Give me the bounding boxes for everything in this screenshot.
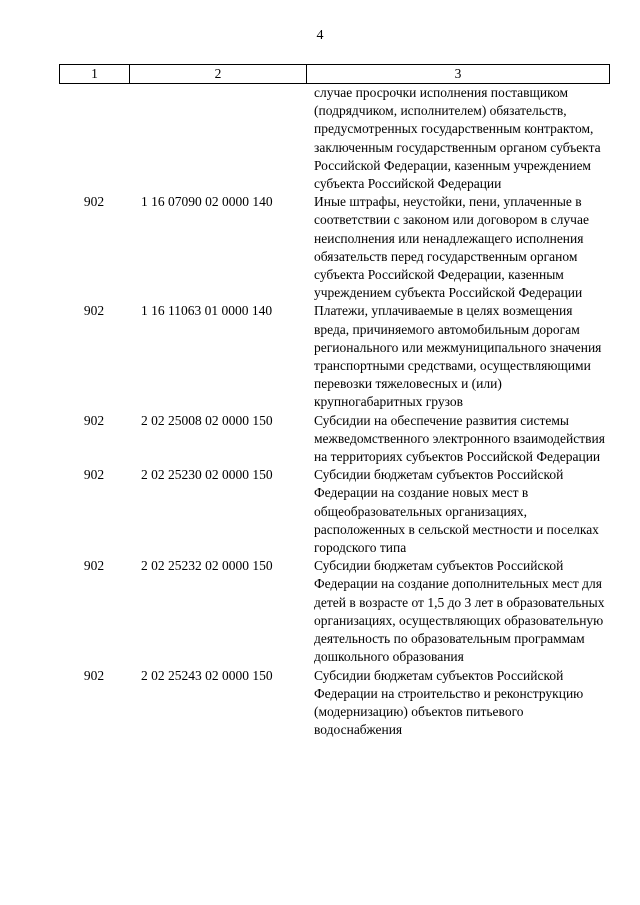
description-cell: Субсидии бюджетам субъектов Российской Федерации на создание новых мест в общеобразовательных организациях, расположенных в сельской местности и поселках городского типа <box>314 467 599 556</box>
description-cell: случае просрочки исполнения поставщиком (подрядчиком, исполнителем) обязательств, предусмотренных государственным контрактом, заключенным государственным органом субъекта Российской Федерации, казенным учреждением субъекта Российской Федерации <box>314 85 601 192</box>
admin-code-cell: 902 <box>83 467 105 483</box>
description-cell: Субсидии на обеспечение развития системы межведомственного электронного взаимодействия на территориях субъектов Российской Федерации <box>314 412 605 465</box>
table-row <box>59 84 610 193</box>
table-header-row <box>59 64 610 84</box>
admin-code-cell: 902 <box>83 558 105 574</box>
column-header-3: 3 <box>454 66 462 81</box>
kbk-cell: 2 02 25230 02 0000 150 <box>141 467 273 483</box>
description-cell: Субсидии бюджетам субъектов Российской Федерации на создание дополнительных мест для детей в возрасте от 1,5 до 3 лет в образовательных организациях, осуществляющих образовательную деятельность по образовательным программам дошкольного образования <box>314 558 605 665</box>
table-row <box>59 412 610 467</box>
description-cell: Субсидии бюджетам субъектов Российской Федерации на строительство и реконструкцию (модернизацию) объектов питьевого водоснабжения <box>314 667 584 738</box>
kbk-cell: 2 02 25232 02 0000 150 <box>141 558 273 574</box>
table-row <box>59 557 610 666</box>
description-cell: Иные штрафы, неустойки, пени, уплаченные в соответствии с законом или договором в случае неисполнения или ненадлежащего исполнения обязательств перед государственным органом субъекта Российской Федерации, казенным учреждением субъекта Российской Федерации <box>314 194 589 301</box>
page-number: 4 <box>316 28 324 43</box>
column-header-2: 2 <box>130 65 307 83</box>
table-row <box>59 466 610 557</box>
column-header-1: 1 <box>60 65 130 83</box>
admin-code-cell: 902 <box>83 667 105 683</box>
table-row <box>59 302 610 411</box>
table-body <box>59 84 610 739</box>
admin-code-cell: 902 <box>83 194 105 210</box>
admin-code-cell <box>59 84 129 193</box>
admin-code-cell: 902 <box>83 412 105 428</box>
description-cell: Платежи, уплачиваемые в целях возмещения вреда, причиняемого автомобильным дорогам регионального или межмуниципального значения транспортными средствами, осуществляющими перевозки тяжеловесных и (или) крупногабаритных грузов <box>314 303 602 410</box>
kbk-cell: 2 02 25243 02 0000 150 <box>141 667 273 683</box>
kbk-cell: 2 02 25008 02 0000 150 <box>141 412 273 428</box>
kbk-cell: 1 16 11063 01 0000 140 <box>141 303 273 319</box>
admin-code-cell: 902 <box>83 303 105 319</box>
table-row <box>59 193 610 302</box>
table-row <box>59 667 610 740</box>
kbk-cell <box>129 84 314 193</box>
kbk-cell: 1 16 07090 02 0000 140 <box>141 194 273 210</box>
